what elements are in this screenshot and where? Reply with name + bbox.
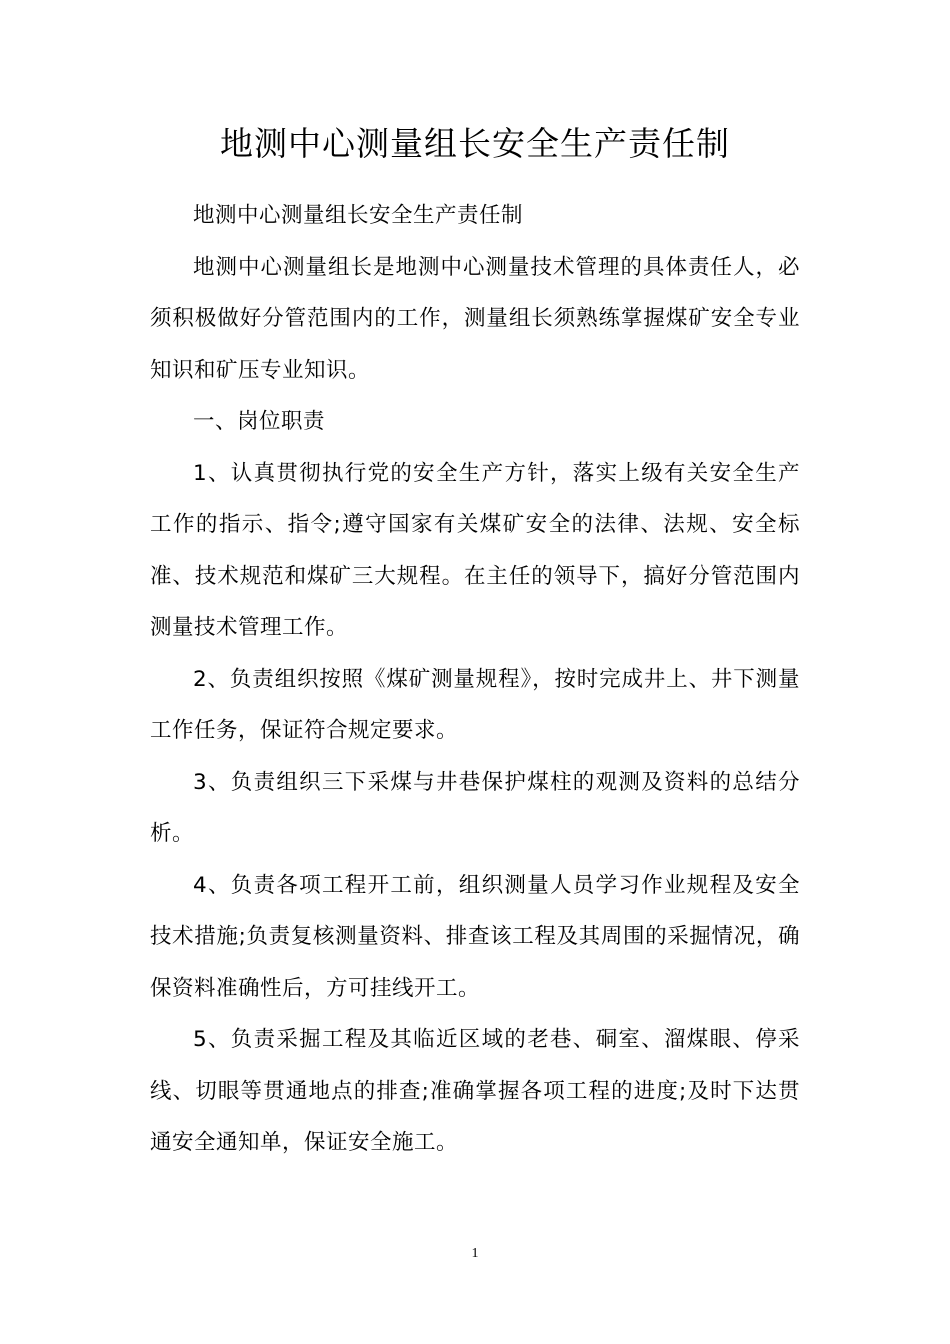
paragraph-item-3: 3、负责组织三下采煤与井巷保护煤柱的观测及资料的总结分析。 [150, 769, 800, 846]
paragraph-subtitle: 地测中心测量组长安全生产责任制 [193, 203, 524, 228]
paragraph-item-5: 5、负责采掘工程及其临近区域的老巷、硐室、溜煤眼、停采线、切眼等贯通地点的排查;准确掌握各项工程的进度;及时下达贯通安全通知单，保证安全施工。 [150, 1027, 800, 1155]
page-number: 1 [471, 1246, 479, 1261]
paragraph-item-4: 4、负责各项工程开工前，组织测量人员学习作业规程及安全技术措施;负责复核测量资料、排查该工程及其周围的采掘情况，确保资料准确性后，方可挂线开工。 [150, 872, 800, 1001]
document-body [150, 190, 800, 1169]
section-heading-duties: 一、岗位职责 [193, 409, 326, 434]
paragraph-intro: 地测中心测量组长是地测中心测量技术管理的具体责任人，必须积极做好分管范围内的工作，测量组长须熟练掌握煤矿安全专业知识和矿压专业知识。 [150, 254, 800, 383]
paragraph-item-1: 1、认真贯彻执行党的安全生产方针，落实上级有关安全生产工作的指示、指令;遵守国家有关煤矿安全的法律、法规、安全标准、技术规范和煤矿三大规程。在主任的领导下，搞好分管范围内测量技术管理工作。 [150, 460, 800, 640]
document-title: 地测中心测量组长安全生产责任制 [220, 124, 730, 163]
paragraph-item-2: 2、负责组织按照《煤矿测量规程》，按时完成井上、井下测量工作任务，保证符合规定要求。 [150, 666, 800, 743]
